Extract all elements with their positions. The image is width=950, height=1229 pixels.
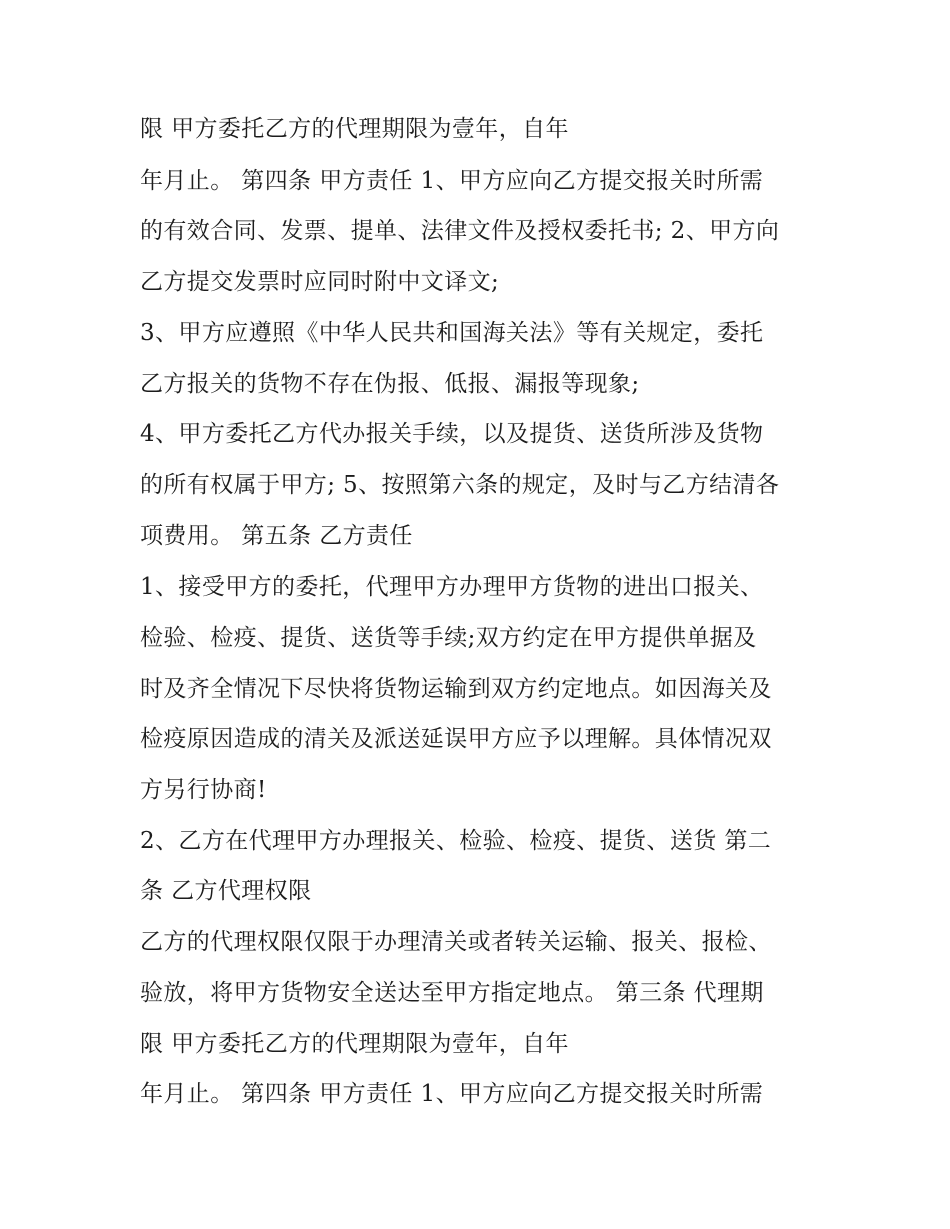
text-line: 限 甲方委托乙方的代理期限为壹年，自年	[140, 1031, 569, 1057]
text-line: 乙方报关的货物不存在伪报、低报、漏报等现象;	[140, 371, 640, 397]
text-line: 检疫原因造成的清关及派送延误甲方应予以理解。具体情况双	[140, 726, 772, 752]
text-line: 1、接受甲方的委托，代理甲方办理甲方货物的进出口报关、	[140, 574, 764, 600]
text-line: 检验、检疫、提货、送货等手续;双方约定在甲方提供单据及	[140, 625, 757, 651]
text-line: 条 乙方代理权限	[140, 878, 312, 904]
text-line: 4、甲方委托乙方代办报关手续，以及提货、送货所涉及货物	[140, 421, 764, 447]
text-line: 方另行协商!	[140, 777, 267, 803]
text-line: 时及齐全情况下尽快将货物运输到双方约定地点。如因海关及	[140, 676, 772, 702]
text-line: 乙方的代理权限仅限于办理清关或者转关运输、报关、报检、	[140, 929, 772, 955]
text-line: 2、乙方在代理甲方办理报关、检验、检疫、提货、送货 第二	[140, 828, 772, 854]
text-line: 项费用。 第五条 乙方责任	[140, 523, 413, 549]
text-line: 年月止。 第四条 甲方责任 1、甲方应向乙方提交报关时所需	[140, 1081, 764, 1107]
text-line: 3、甲方应遵照《中华人民共和国海关法》等有关规定，委托	[140, 320, 764, 346]
text-line: 限 甲方委托乙方的代理期限为壹年，自年	[140, 116, 569, 142]
text-line: 的有效合同、发票、提单、法律文件及授权委托书; 2、甲方向	[140, 218, 780, 244]
text-line: 的所有权属于甲方; 5、按照第六条的规定，及时与乙方结清各	[140, 472, 780, 498]
text-line: 年月止。 第四条 甲方责任 1、甲方应向乙方提交报关时所需	[140, 168, 764, 194]
text-line: 乙方提交发票时应同时附中文译文;	[140, 269, 500, 295]
text-line: 验放，将甲方货物安全送达至甲方指定地点。 第三条 代理期	[140, 980, 764, 1006]
